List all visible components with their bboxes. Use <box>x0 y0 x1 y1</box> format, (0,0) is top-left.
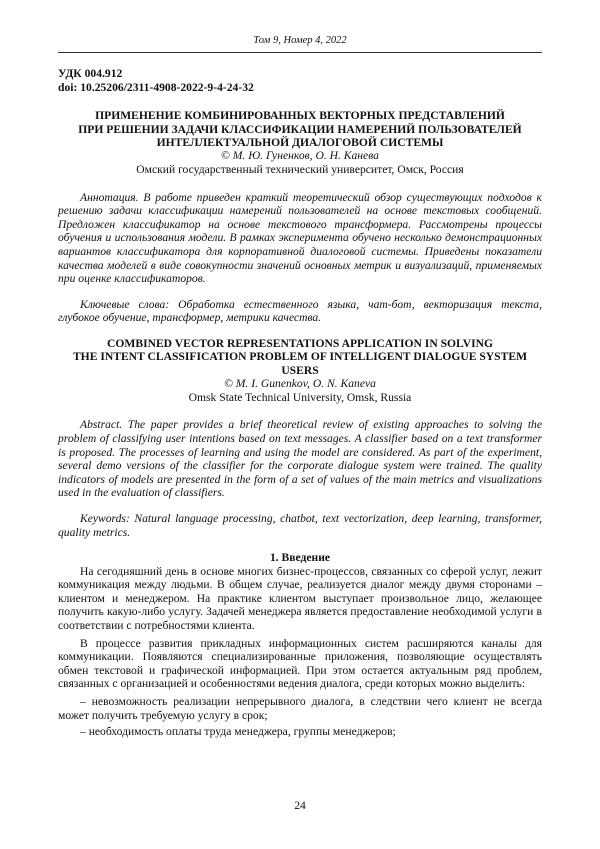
list-item: – необходимость оплаты труда менеджера, группы менеджеров; <box>80 725 396 739</box>
affiliation-ru: Омский государственный технический университет, Омск, Россия <box>136 163 464 176</box>
body-paragraph: В процессе развития прикладных информационных систем расширяются каналы для коммуникации. Появляются специализированные приложения, позволяющие осуществлять обмен текстовой и графической информацией. При этом остается актуальным ряд проблем, связанных с организацией и особенностями ведения диалога, среди которых можно выделить: <box>58 636 542 691</box>
abstract-ru: Аннотация. В работе приведен краткий теоретический обзор существующих подходов к решению задачи классификации намерений пользователей на основе текстовых сообщений. Предложен классификатор на основе текстового трансформера. Рассмотрены процессы обучения и использования модели. В рамках эксперимента обучено несколько демонстрационных вариантов классификатора для корпоративной диалоговой системы. Приведены показатели качества моделей в виде совокупности значений основных метрик и визуализаций, применяемых при оценке классификаторов. <box>58 190 542 286</box>
running-header: Том 9, Номер 4, 2022 <box>253 35 347 46</box>
affiliation-en: Omsk State Technical University, Omsk, Russia <box>188 390 412 404</box>
page-number: 24 <box>294 799 306 813</box>
article-content <box>58 67 542 742</box>
keywords-en: Keywords: Natural language processing, chatbot, text vectorization, deep learning, transformer, quality metrics. <box>58 511 542 539</box>
body-paragraph: На сегодняшний день в основе многих бизнес-процессов, связанных со сферой услуг, лежит коммуникация между людьми. В общем случае, реализуется диалог между двумя сторонами – клиентом и менеджером. На практике клиентом выступает произвольное лицо, желающее получить какую-либо услугу. Задачей менеджера является предоставление необходимой услуги в соответствии с потребностями клиента. <box>58 564 542 633</box>
title-en-line: THE INTENT CLASSIFICATION PROBLEM OF INTELLIGENT DIALOGUE SYSTEM <box>72 350 528 364</box>
title-en-line: USERS <box>281 363 319 377</box>
title-en <box>58 337 542 377</box>
title-ru-line: ПРИ РЕШЕНИИ ЗАДАЧИ КЛАССИФИКАЦИИ НАМЕРЕНИЙ ПОЛЬЗОВАТЕЛЕЙ <box>78 122 522 136</box>
abstract-en: Abstract. The paper provides a brief theoretical review of existing approaches to solving the problem of classifying user intentions based on text messages. A classifier based on a text transformer is proposed. The processes of learning and using the model are considered. As part of the experiment, several demo versions of the classifier for the corporate dialogue system were trained. The quality indicators of models are presented in the form of a set of values of the main metrics and visualizations used in the evaluation of classifiers. <box>58 418 542 500</box>
title-ru <box>58 109 542 149</box>
title-en-line: COMBINED VECTOR REPRESENTATIONS APPLICATION IN SOLVING <box>107 336 493 350</box>
udc-code: УДК 004.912 <box>58 67 123 80</box>
keywords-ru: Ключевые слова: Обработка естественного языка, чат-бот, векторизация текста, глубокое обучение, трансформер, метрики качества. <box>58 297 542 325</box>
authors-ru: © М. Ю. Гуненков, О. Н. Канева <box>221 149 379 163</box>
section-heading: 1. Введение <box>269 551 331 565</box>
header-rule <box>58 52 542 53</box>
title-ru-line: ИНТЕЛЛЕКТУАЛЬНОЙ ДИАЛОГОВОЙ СИСТЕМЫ <box>156 136 444 149</box>
list-item: – невозможность реализации непрерывного диалога, в следствии чего клиент не всегда может получить требуемую услугу в срок; <box>58 695 542 722</box>
authors-en: © M. I. Gunenkov, O. N. Kaneva <box>224 377 376 391</box>
doi: doi: 10.25206/2311-4908-2022-9-4-24-32 <box>58 80 254 94</box>
title-ru-line: ПРИМЕНЕНИЕ КОМБИНИРОВАННЫХ ВЕКТОРНЫХ ПРЕДСТАВЛЕНИЙ <box>95 109 505 123</box>
